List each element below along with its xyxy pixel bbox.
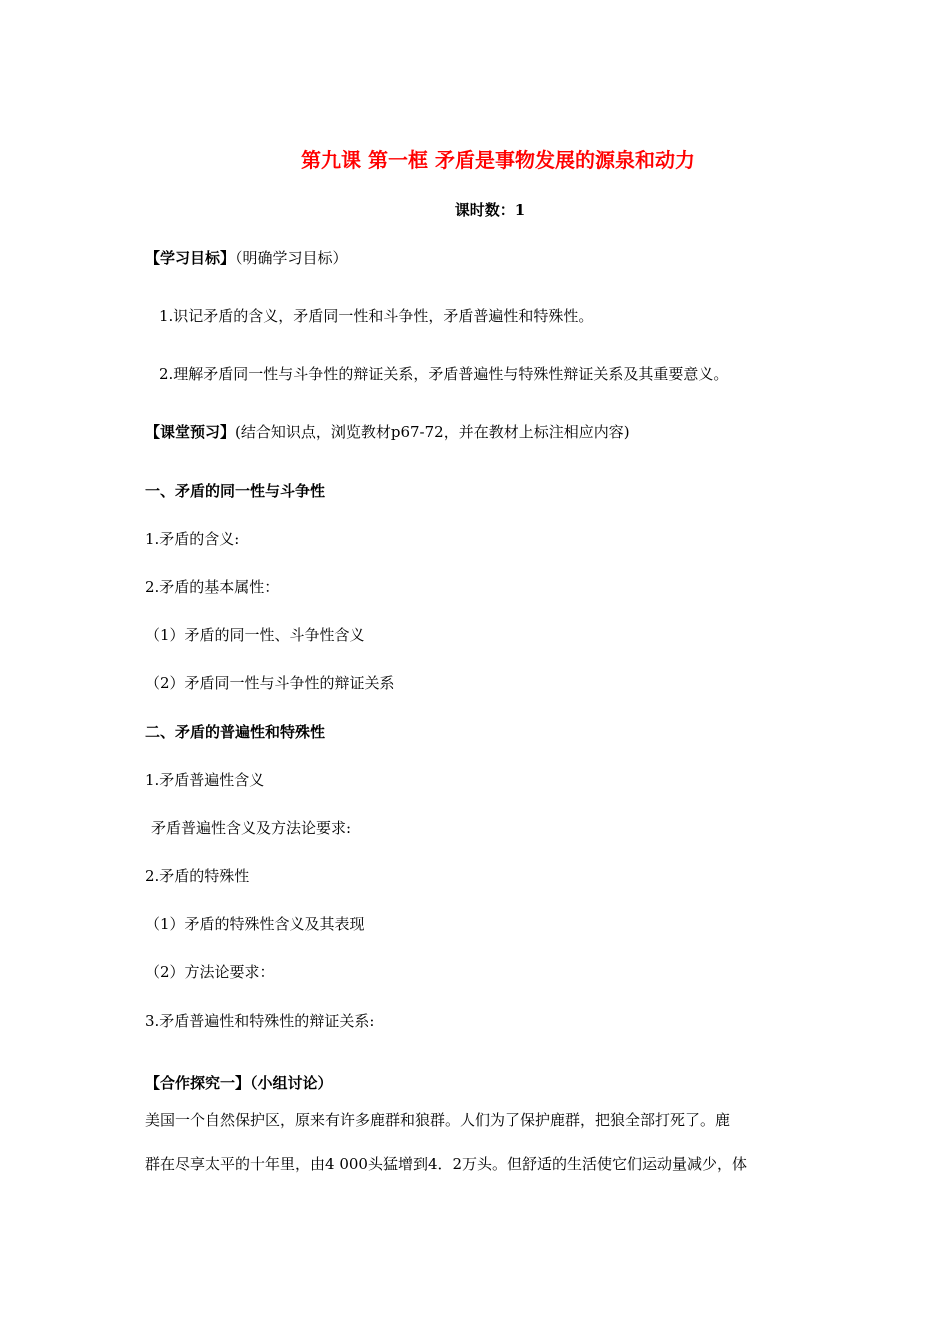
preview-heading: 【课堂预习】 xyxy=(145,423,236,441)
section2-line-1: 1.矛盾普遍性含义 xyxy=(145,771,265,789)
section1-line-4: （2）矛盾同一性与斗争性的辩证关系 xyxy=(145,674,395,692)
objectives-heading-line xyxy=(145,248,348,268)
cooperation-text-line-1: 美国一个自然保护区，原来有许多鹿群和狼群。人们为了保护鹿群，把狼全部打死了。鹿 xyxy=(145,1111,731,1129)
cooperation-heading: 【合作探究一】（小组讨论） xyxy=(145,1074,333,1092)
objective-item-2: 2.理解矛盾同一性与斗争性的辩证关系，矛盾普遍性与特殊性辩证关系及其重要意义。 xyxy=(159,365,729,383)
page-title: 第九课 第一框 矛盾是事物发展的源泉和动力 xyxy=(301,148,695,172)
section1-line-2: 2.矛盾的基本属性： xyxy=(145,578,280,596)
preview-heading-line xyxy=(145,422,630,442)
objectives-heading: 【学习目标】 xyxy=(145,249,236,267)
section2-heading: 二、矛盾的普遍性和特殊性 xyxy=(145,723,326,741)
lesson-hours: 课时数：1 xyxy=(454,201,526,219)
section1-line-3: （1）矛盾的同一性、斗争性含义 xyxy=(145,626,365,644)
section2-line-3: 2.矛盾的特殊性 xyxy=(145,867,250,885)
section1-heading: 一、矛盾的同一性与斗争性 xyxy=(145,482,326,500)
cooperation-text-line-2: 群在尽享太平的十年里，由4 000头猛增到4．2万头。但舒适的生活使它们运动量减少，体 xyxy=(145,1155,748,1173)
objectives-note: （明确学习目标） xyxy=(235,249,348,267)
preview-note: (结合知识点，浏览教材p67-72，并在教材上标注相应内容) xyxy=(235,423,630,441)
section2-line-6: 3.矛盾普遍性和特殊性的辩证关系: xyxy=(145,1012,375,1030)
section2-line-2: 矛盾普遍性含义及方法论要求: xyxy=(151,819,352,837)
section2-line-4: （1）矛盾的特殊性含义及其表现 xyxy=(145,915,365,933)
objective-item-1: 1.识记矛盾的含义，矛盾同一性和斗争性，矛盾普遍性和特殊性。 xyxy=(159,307,594,325)
section2-line-5: （2）方法论要求： xyxy=(145,963,275,981)
section1-line-1: 1.矛盾的含义: xyxy=(145,530,240,548)
